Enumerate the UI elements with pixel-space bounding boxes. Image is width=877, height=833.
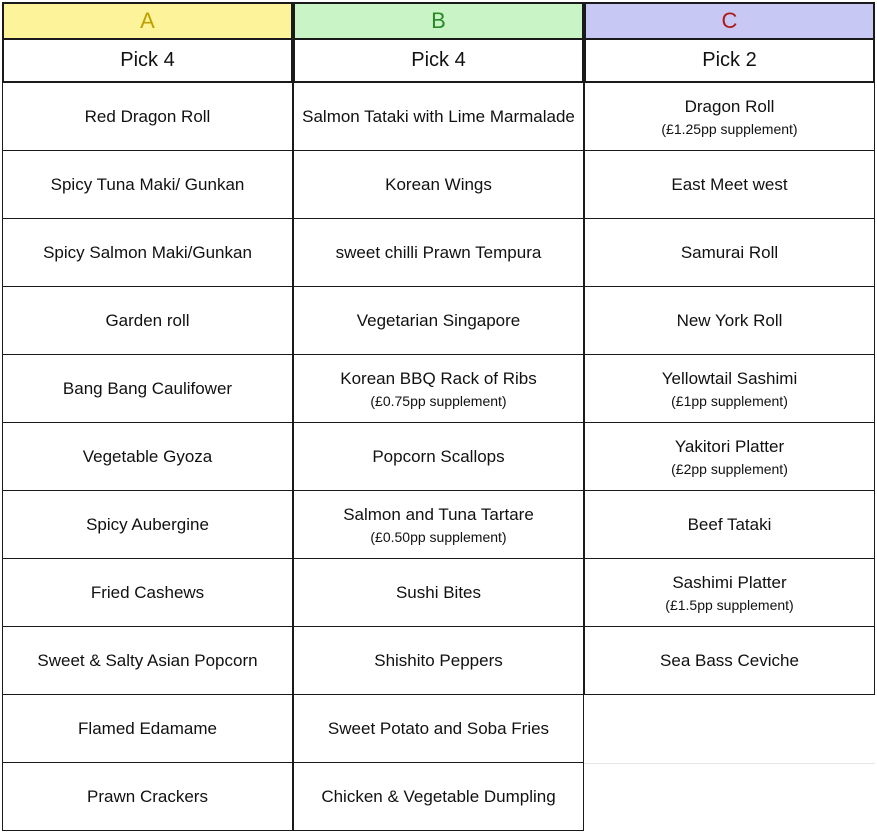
menu-item	[293, 354, 584, 423]
item-name: Sweet & Salty Asian Popcorn	[37, 650, 258, 670]
menu-item	[293, 218, 584, 287]
menu-item	[2, 558, 293, 627]
menu-item	[2, 694, 293, 763]
item-name: Chicken & Vegetable Dumpling	[321, 786, 556, 806]
item-name: Yellowtail Sashimi	[661, 368, 798, 388]
item-name: Beef Tataki	[687, 514, 772, 534]
column-header-b: B	[293, 2, 584, 40]
item-name: Spicy Tuna Maki/ Gunkan	[50, 174, 245, 194]
menu-item	[2, 218, 293, 287]
menu-item	[293, 422, 584, 491]
column-b	[293, 2, 584, 831]
menu-item	[293, 558, 584, 627]
item-name: Prawn Crackers	[87, 786, 208, 806]
menu-item	[293, 762, 584, 831]
menu-item	[584, 626, 875, 695]
menu-item	[293, 150, 584, 219]
item-name: Spicy Salmon Maki/Gunkan	[43, 242, 252, 262]
item-name: Yakitori Platter	[674, 436, 785, 456]
menu-item	[584, 490, 875, 559]
item-name: Korean Wings	[385, 174, 492, 194]
item-name: Salmon Tataki with Lime Marmalade	[302, 106, 575, 126]
item-name: sweet chilli Prawn Tempura	[335, 242, 542, 262]
menu-item	[293, 82, 584, 151]
menu-item	[2, 422, 293, 491]
item-name: New York Roll	[676, 310, 783, 330]
menu-item	[2, 82, 293, 151]
menu-item	[584, 422, 875, 491]
item-name: Samurai Roll	[680, 242, 779, 262]
menu-item	[293, 490, 584, 559]
item-name: Sweet Potato and Soba Fries	[327, 718, 550, 738]
item-name: Sea Bass Ceviche	[660, 650, 799, 670]
item-name: Spicy Aubergine	[86, 514, 209, 534]
menu-item	[2, 490, 293, 559]
menu-item	[2, 150, 293, 219]
pick-count-a: Pick 4	[2, 39, 293, 83]
column-header-a: A	[2, 2, 293, 40]
menu-item	[293, 626, 584, 695]
menu-item	[2, 626, 293, 695]
menu-item	[293, 694, 584, 763]
menu-item	[584, 354, 875, 423]
column-a	[2, 2, 293, 831]
item-name: Bang Bang Caulifower	[62, 378, 233, 398]
menu-item	[584, 558, 875, 627]
item-name: Popcorn Scallops	[372, 446, 505, 466]
item-supplement: (£2pp supplement)	[671, 460, 788, 477]
item-supplement: (£1.5pp supplement)	[665, 596, 794, 613]
menu-item	[584, 286, 875, 355]
menu-item	[584, 150, 875, 219]
empty-gridline	[584, 763, 875, 764]
item-name: Shishito Peppers	[374, 650, 503, 670]
column-header-c: C	[584, 2, 875, 40]
menu-item	[584, 82, 875, 151]
menu-item	[2, 286, 293, 355]
item-name: Dragon Roll	[684, 96, 775, 116]
pick-count-b: Pick 4	[293, 39, 584, 83]
item-name: Flamed Edamame	[78, 718, 217, 738]
item-name: Red Dragon Roll	[84, 106, 211, 126]
item-supplement: (£1pp supplement)	[671, 392, 788, 409]
menu-item	[2, 354, 293, 423]
item-name: Fried Cashews	[90, 582, 205, 602]
column-c	[584, 2, 875, 695]
menu-item	[584, 218, 875, 287]
item-name: Sushi Bites	[395, 582, 482, 602]
menu-item	[2, 762, 293, 831]
item-supplement: (£1.25pp supplement)	[661, 120, 798, 137]
menu-item	[293, 286, 584, 355]
item-name: Vegetarian Singapore	[356, 310, 521, 330]
item-name: Korean BBQ Rack of Ribs	[340, 368, 537, 388]
item-supplement: (£0.50pp supplement)	[370, 528, 507, 545]
item-name: East Meet west	[671, 174, 788, 194]
item-name: Garden roll	[105, 310, 190, 330]
pick-count-c: Pick 2	[584, 39, 875, 83]
item-name: Salmon and Tuna Tartare	[343, 504, 534, 524]
item-supplement: (£0.75pp supplement)	[370, 392, 507, 409]
item-name: Vegetable Gyoza	[82, 446, 213, 466]
item-name: Sashimi Platter	[672, 572, 787, 592]
